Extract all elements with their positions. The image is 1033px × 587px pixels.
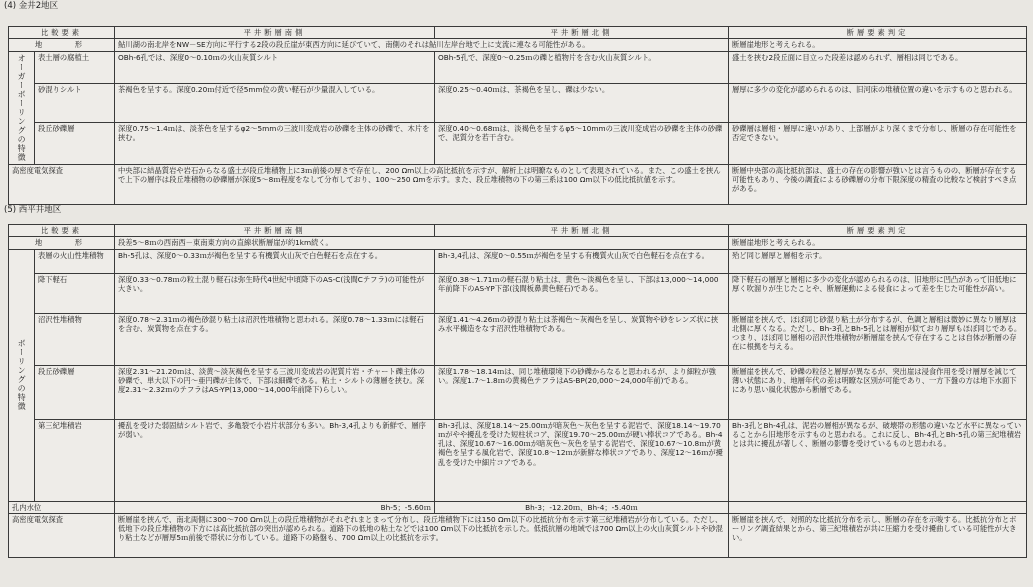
row-label: 沼沢性堆積物 bbox=[35, 313, 115, 365]
group-label-auger: オーガーボーリングの特徴 bbox=[9, 51, 35, 164]
row-label-water-level: 孔内水位 bbox=[9, 501, 115, 513]
row-label: 降下軽石 bbox=[35, 273, 115, 313]
water-level-judgement bbox=[729, 501, 1027, 513]
terrain-judgement: 断層崖地形と考えられる。 bbox=[729, 39, 1027, 51]
header-north: 平井断層北側 bbox=[435, 225, 729, 237]
judgement-cell: 断層崖を挟んで、砂礫の粒径と層厚が異なるが、突出崖は浸食作用を受け層厚を減じて薄い状態にあり、地層年代の差は明瞭な区別が可能であり、一方下盤の方は地下水面下にあり思い風化状態から断層である。 bbox=[729, 365, 1027, 419]
survey-description: 断層崖を挟んで、南北両側に300〜700 Ωm以上の段丘堆積物がそれぞれまとまって分布し、段丘堆積物下には150 Ωm以下の比抵抗分布を示す第三紀堆積岩が分布している。ただし、低地下の段丘堆積物の下方には高比抵抗部の突出が認められる。道路下の低地の粘土などでは100 Ωm以下の比抵抗を示した。低抵抗層の地域では700 Ωm以上の火山灰質シルトや砂混り粘土などが層厚5ｍ前後で帯状に分布している。道路下の路盤も、700 Ωm以上の比抵抗を示す。 bbox=[115, 513, 729, 557]
header-compare: 比較要素 bbox=[9, 225, 115, 237]
survey-description: 中央部に結晶質岩や岩石からなる盛土が段丘堆積物上に3ｍ前後の厚さで存在し、200 Ωm以上の高比抵抗を示すが、解析上は明瞭なものとして表現されている。また、この盛土を挟んで上下の層序は段丘堆積物の砂礫層が深度5〜8ｍ程度をなして分布しており、100〜250 Ωmを示す。また、段丘堆積物の下の第三系は100 Ωm以下の低比抵抗値を示す。 bbox=[115, 164, 729, 204]
water-level-north: Bh-3；-12.20ｍ、Bh-4；-5.40ｍ bbox=[435, 501, 729, 513]
south-cell: 茶褐色を呈する。深度0.20ｍ付近で径5mm位の黄い軽石が少量混入している。 bbox=[115, 84, 435, 123]
header-north: 平井断層北側 bbox=[435, 27, 729, 39]
row-label: 第三紀堆積岩 bbox=[35, 419, 115, 501]
north-cell: Bh-3,4孔は、深度0〜0.55ｍが褐色を呈する有機質火山灰で白色軽石を点在する。 bbox=[435, 249, 729, 273]
north-cell: 深度0.25〜0.40ｍは、茶褐色を呈し、礫は少ない。 bbox=[435, 84, 729, 123]
section-5-title: (5) 西平井地区 bbox=[4, 205, 62, 215]
row-label-terrain: 地 形 bbox=[9, 39, 115, 51]
section-4-title: (4) 金井2地区 bbox=[4, 1, 59, 11]
south-cell: 深度2.31〜21.20ｍは、淡黄〜淡灰褐色を呈する三波川変成岩の泥質片岩・チャート礫主体の砂礫で、単大以下の円〜亜円礫が主体で、下部は細礫である。粘土・シルトの薄層を挟む。深度2.31〜2.32ｍのテフラはAS-YP(13,000〜14,000年前降下)らしい。 bbox=[115, 365, 435, 419]
row-label-survey: 高密度電気探査 bbox=[9, 164, 115, 204]
row-label: 表土層の腐植土 bbox=[35, 51, 115, 84]
header-judgement: 断層要素判定 bbox=[729, 27, 1027, 39]
north-cell: OBh-5孔で、深度0〜0.25ｍの礫と植物片を含む火山灰質シルト。 bbox=[435, 51, 729, 84]
south-cell: 深度0.33〜0.78ｍの粒土混り軽石は弥生時代4世紀中頃降下のAS-C(浅間Cテフラ)の可能性が大きい。 bbox=[115, 273, 435, 313]
header-south: 平井断層南側 bbox=[115, 27, 435, 39]
judgement-cell: 砂礫層は層相・層厚に違いがあり、上部層がより深くまで分布し、断層の存在可能性を否定できない。 bbox=[729, 122, 1027, 164]
row-label-survey: 高密度電気探査 bbox=[9, 513, 115, 557]
judgement-cell: 層厚に多少の変化が認められるのは、旧河床の堆積位置の違いを示すものと思われる。 bbox=[729, 84, 1027, 123]
header-compare: 比較要素 bbox=[9, 27, 115, 39]
judgement-cell: 殆ど同じ層厚と層相を示す。 bbox=[729, 249, 1027, 273]
judgement-cell: 降下軽石の層厚と層相に多少の変化が認められるのは、旧地形に凹凸があって旧低地に厚く吹溜りが生じたことや、断層運動による侵食によって差を生じた可能性が高い。 bbox=[729, 273, 1027, 313]
judgement-cell: Bh-3孔とBh-4孔は、泥岩の層相が異なるが、破壊帯の形態の違いなど水平に異なっていることから旧地形を示すものと思われる。これに反し、Bh-4孔とBh-5孔の第三紀堆積岩とは共に擾乱が著しく、断層の影響を受けているものと思われる。 bbox=[729, 419, 1027, 501]
south-cell: Bh-5孔は、深度0〜0.33ｍが褐色を呈する有機質火山灰で白色軽石を点在する。 bbox=[115, 249, 435, 273]
row-label: 表層の火山性堆積物 bbox=[35, 249, 115, 273]
judgement-cell: 断層崖を挟んで、ほぼ同じ砂混り粘土が分布するが、色調と層相は微妙に異なり層厚は北側に厚くなる。ただし、Bh-3孔とBh-5孔とは層相が似ており層厚もほぼ同じである。つまり、ほぼ同じ層相の沼沢性堆積物が断層崖を挟んで存在することは自体が断層の存在に根拠を与える。 bbox=[729, 313, 1027, 365]
row-label: 段丘砂礫層 bbox=[35, 122, 115, 164]
survey-judgement: 断層中央部の高比抵抗部は、盛土の存在の影響が強いとは言うものの、断層が存在する可能性もあり、今後の調査による砂礫層の分布下限深度の精査の比較など検討すべき点がある。 bbox=[729, 164, 1027, 204]
group-label-boring: ボーリングの特徴 bbox=[9, 249, 35, 501]
row-label: 段丘砂礫層 bbox=[35, 365, 115, 419]
judgement-cell: 盛土を挟む2段丘面に目立った段差は認められず、層相は同じである。 bbox=[729, 51, 1027, 84]
row-label-terrain: 地 形 bbox=[9, 237, 115, 249]
north-cell: Bh-3孔は、深度18.14〜25.00ｍが暗灰色〜灰色を呈する泥岩で、深度18.14〜19.70ｍがやや擾乱を受けた短柱状コア、深度19.70〜25.00ｍが硬い棒状コアである。Bh-4孔は、深度10.67〜16.00ｍが暗灰色〜灰色を呈する泥岩で、深度10.67〜10.8ｍが黄褐色を呈する風化岩で、深度10.8〜12ｍが新鮮な棒状コアであり、深度12〜16ｍが擾乱を受けた中細片コアである。 bbox=[435, 419, 729, 501]
north-cell: 深度0.38〜1.71ｍの軽石混り粘土は、黄色〜淡褐色を呈し、下部は13,000〜14,000年前降下のAS-YP下部(浅間板鼻黄色軽石)である。 bbox=[435, 273, 729, 313]
section-5-table bbox=[8, 224, 1027, 558]
header-south: 平井断層南側 bbox=[115, 225, 435, 237]
terrain-judgement: 断層崖地形と考えられる。 bbox=[729, 237, 1027, 249]
south-cell: 深度0.75〜1.4ｍは、淡茶色を呈するφ2〜5mmの三波川変成岩の砂礫を主体の砂礫で、木片を挟む。 bbox=[115, 122, 435, 164]
row-label: 砂混りシルト bbox=[35, 84, 115, 123]
terrain-description: 鮎川湖の南北岸をNW－SE方向に平行する2段の段丘崖が東西方向に延びていて、南側のそれは鮎川左岸台地で上に支流に連なる可能性がある。 bbox=[115, 39, 729, 51]
header-judgement: 断層要素判定 bbox=[729, 225, 1027, 237]
north-cell: 深度1.41〜4.26ｍの砂混り粘土は茶褐色〜灰褐色を呈し、炭質物や砂をレンズ状に挟み水平構造をなす沼沢性堆積物である。 bbox=[435, 313, 729, 365]
water-level-south: Bh-5；-5.60ｍ bbox=[115, 501, 435, 513]
north-cell: 深度1.78〜18.14ｍは、同じ堆積環境下の砂礫からなると思われるが、より細粒が強い。深度1.7〜1.8ｍの黄褐色テフラはAS-BP(20,000〜24,000年前)である。 bbox=[435, 365, 729, 419]
south-cell: OBh-6孔では、深度0〜0.10ｍの火山灰質シルト bbox=[115, 51, 435, 84]
north-cell: 深度0.40〜0.68ｍは、淡褐色を呈するφ5〜10mmの三波川変成岩の砂礫を主体の砂礫で、泥質分を若干含む。 bbox=[435, 122, 729, 164]
section-4-table bbox=[8, 26, 1027, 205]
survey-judgement: 断層崖を挟んで、対照的な比抵抗分布を示し、断層の存在を示唆する。比抵抗分布とボーリング調査結果とから、第三紀堆積岩が共に圧縮力を受け擾曲している可能性が大きい。 bbox=[729, 513, 1027, 557]
south-cell: 深度0.78〜2.31ｍの褐色砂混り粘土は沼沢性堆積物と思われる。深度0.78〜1.33ｍには軽石を含む、炭質物を点在する。 bbox=[115, 313, 435, 365]
terrain-description: 段差5〜8ｍの西南西－東南東方向の直線状断層崖が約1km続く。 bbox=[115, 237, 729, 249]
south-cell: 擾乱を受けた弱固結シルト岩で、多亀裂で小岩片状部分も多い。Bh-3,4孔よりも新鮮で、層序が弱い。 bbox=[115, 419, 435, 501]
